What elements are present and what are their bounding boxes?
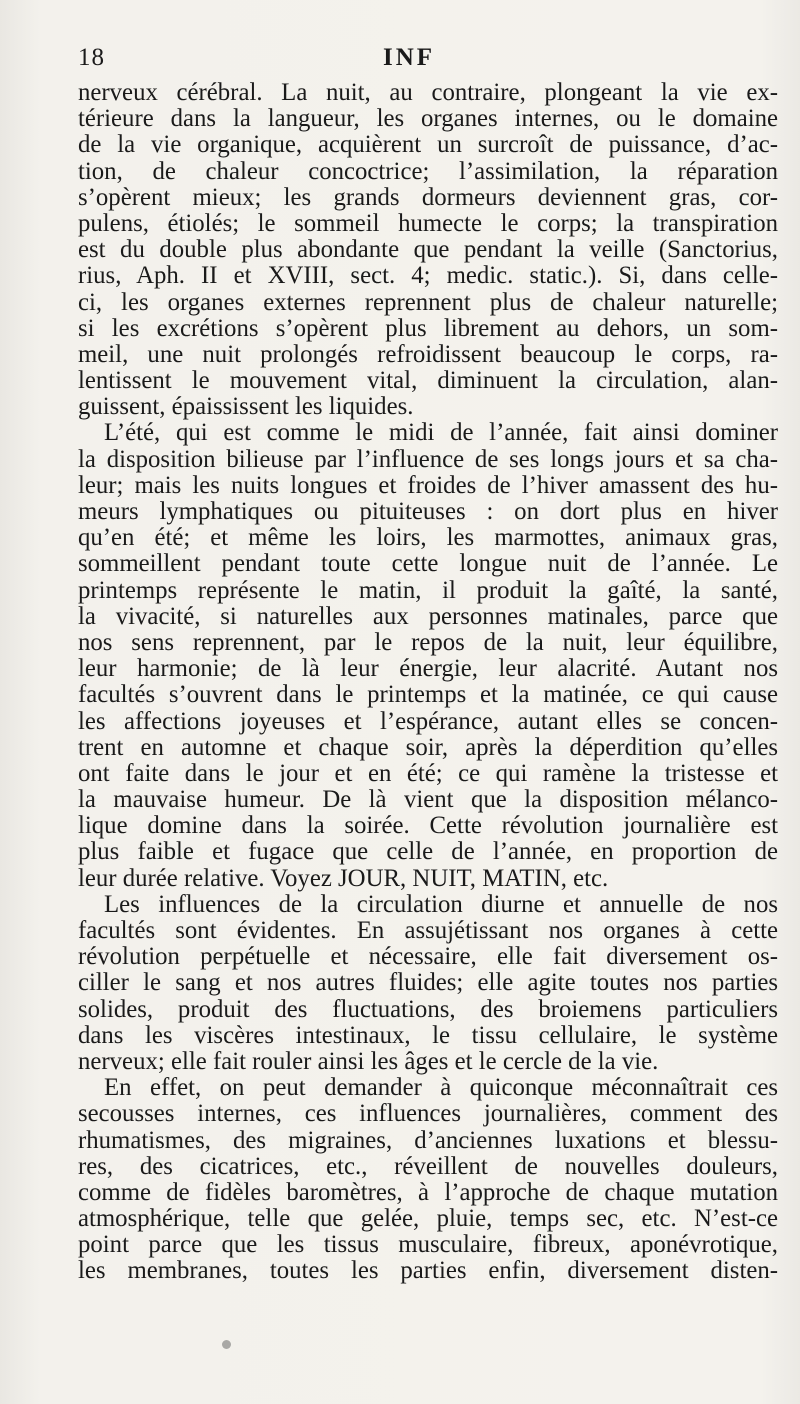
text-line: la vivacité, si naturelles aux personnes matinales, parce que: [78, 602, 778, 630]
text-line: res, des cicatrices, etc., réveillent de nouvelles douleurs,: [78, 1152, 778, 1180]
text-line: printemps représente le matin, il produit la gaîté, la santé,: [78, 576, 778, 604]
text-line: les membranes, toutes les parties enfin, diversement disten-: [78, 1257, 778, 1285]
text-line: atmosphérique, telle que gelée, pluie, temps sec, etc. N’est-ce: [78, 1205, 778, 1233]
text-line: point parce que les tissus musculaire, fibreux, aponévrotique,: [78, 1231, 778, 1259]
text-line: lique domine dans la soirée. Cette révolution journalière est: [78, 812, 778, 840]
text-line: sommeillent pendant toute cette longue nuit de l’année. Le: [78, 550, 778, 578]
text-line: solides, produit des fluctuations, des broiemens particuliers: [78, 995, 778, 1023]
text-line: Les influences de la circulation diurne et annuelle de nos: [104, 890, 778, 918]
text-line: si les excrétions s’opèrent plus librement au dehors, un som-: [78, 314, 778, 342]
text-line: la disposition bilieuse par l’influence de ses longs jours et sa cha-: [78, 445, 778, 473]
text-line: s’opèrent mieux; les grands dormeurs deviennent gras, cor-: [78, 183, 778, 211]
text-line: meurs lymphatiques ou pituiteuses : on dort plus en hiver: [78, 498, 778, 525]
text-line: ciller le sang et nos autres fluides; elle agite toutes nos parties: [78, 969, 778, 997]
text-line: leur durée relative. Voyez JOUR, NUIT, MATIN, etc.: [78, 864, 609, 892]
text-line: pulens, étiolés; le sommeil humecte le corps; la transpiration: [78, 209, 778, 237]
text-line: ci, les organes externes reprennent plus de chaleur naturelle;: [78, 288, 778, 316]
text-line: leur; mais les nuits longues et froides de l’hiver amassent des hu-: [78, 471, 778, 499]
text-line: facultés s’ouvrent dans le printemps et la matinée, ce qui cause: [78, 681, 778, 709]
text-line: secousses internes, ces influences journalières, comment des: [78, 1100, 778, 1128]
text-line: meil, une nuit prolongés refroidissent beaucoup le corps, ra-: [78, 340, 778, 368]
page-header: [78, 44, 760, 84]
text-line: guissent, épaississent les liquides.: [78, 393, 414, 421]
text-line: est du double plus abondante que pendant la veille (Sanctorius,: [78, 236, 778, 264]
text-line: lentissent le mouvement vital, diminuent la circulation, alan-: [78, 367, 778, 395]
text-line: comme de fidèles baromètres, à l’approche de chaque mutation: [78, 1178, 778, 1206]
text-line: dans les viscères intestinaux, le tissu cellulaire, le système: [78, 1021, 778, 1049]
text-line: nos sens reprennent, par le repos de la nuit, leur équilibre,: [78, 628, 778, 656]
text-line: rhumatismes, des migraines, d’anciennes luxations et blessu-: [78, 1126, 778, 1154]
text-line: plus faible et fugace que celle de l’année, en proportion de: [78, 838, 778, 866]
text-line: trent en automne et chaque soir, après la déperdition qu’elles: [78, 733, 778, 761]
page-number: 18: [78, 44, 105, 71]
text-line: leur harmonie; de là leur énergie, leur alacrité. Autant nos: [78, 655, 778, 683]
text-line: L’été, qui est comme le midi de l’année, fait ainsi dominer: [104, 419, 778, 447]
text-line: la mauvaise humeur. De là vient que la disposition mélanco-: [78, 786, 778, 814]
text-line: révolution perpétuelle et nécessaire, elle fait diversement os-: [78, 943, 778, 971]
text-line: de la vie organique, acquièrent un surcroît de puissance, d’ac-: [78, 131, 778, 159]
text-line: rius, Aph. II et XVIII, sect. 4; medic. static.). Si, dans celle-: [78, 262, 778, 290]
text-line: tion, de chaleur concoctrice; l’assimilation, la réparation: [78, 157, 778, 185]
text-line: térieure dans la langueur, les organes internes, ou le domaine: [78, 105, 778, 133]
text-line: En effet, on peut demander à quiconque méconnaîtrait ces: [104, 1074, 778, 1102]
text-line: qu’en été; et même les loirs, les marmottes, animaux gras,: [78, 524, 778, 552]
text-line: nerveux; elle fait rouler ainsi les âges et le cercle de la vie.: [78, 1047, 659, 1075]
body-text: [78, 80, 778, 1285]
text-line: nerveux cérébral. La nuit, au contraire, plongeant la vie ex-: [78, 79, 778, 106]
text-line: ont faite dans le jour et en été; ce qui ramène la tristesse et: [78, 759, 778, 787]
running-head: INF: [383, 44, 436, 71]
text-line: facultés sont évidentes. En assujétissant nos organes à cette: [78, 917, 778, 944]
ink-smudge: [222, 1340, 231, 1349]
text-line: les affections joyeuses et l’espérance, autant elles se concen-: [78, 707, 778, 735]
